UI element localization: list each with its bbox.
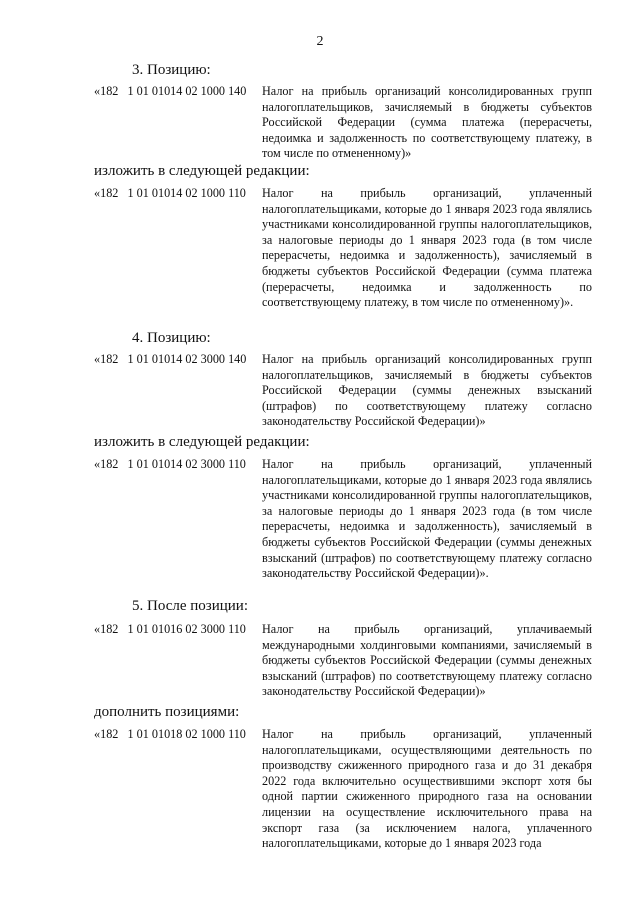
budget-code: «182 1 01 01014 02 3000 110 xyxy=(94,457,246,471)
budget-code: «182 1 01 01014 02 3000 140 xyxy=(94,352,247,366)
budget-description: Налог на прибыль организаций, уплачиваемый международными холдинговыми компаниями, зачисляемый в бюджеты субъектов Российской Федерации (суммы денежных взысканий (штрафов) по соответствующему платежу согласно законодательству Российской Федерации)» xyxy=(262,622,592,699)
section-5-heading: 5. После позиции: xyxy=(132,598,248,614)
section-4-action: изложить в следующей редакции: xyxy=(94,434,310,450)
budget-code: «182 1 01 01014 02 1000 110 xyxy=(94,186,246,200)
section-5-action: дополнить позициями: xyxy=(94,704,240,720)
budget-description: Налог на прибыль организаций консолидированных групп налогоплательщиков, зачисляемый в бюджеты субъектов Российской Федерации (суммы денежных взысканий (штрафов) по соответствующему платежу согласно законодательству Российской Федерации)» xyxy=(262,352,592,429)
page-number: 2 xyxy=(316,34,324,49)
budget-description: Налог на прибыль организаций, уплаченный налогоплательщиками, которые до 1 января 2023 года являлись участниками консолидированной группы налогоплательщиков, за налоговые периоды до 1 января 2023 года (в том числе перерасчеты, недоимка и задолженность), зачисляемый в бюджеты субъектов Российской Федерации (суммы денежных взысканий (штрафов) по соответствующему платежу согласно законодательству Российской Федерации)». xyxy=(262,457,592,581)
section-4-heading: 4. Позицию: xyxy=(132,330,211,346)
budget-code: «182 1 01 01018 02 1000 110 xyxy=(94,727,246,741)
budget-code: «182 1 01 01014 02 1000 140 xyxy=(94,84,247,98)
budget-code: «182 1 01 01016 02 3000 110 xyxy=(94,622,246,636)
budget-description: Налог на прибыль организаций, уплаченный налогоплательщиками, которые до 1 января 2023 года являлись участниками консолидированной группы налогоплательщиков, за налоговые периоды до 1 января 2023 года (в том числе перерасчеты, недоимка и задолженность), зачисляемый в бюджеты субъектов Российской Федерации (сумма платежа (перерасчеты, недоимка и задолженность по соответствующему платежу, в том числе по отмененному)». xyxy=(262,186,592,310)
section-3-action: изложить в следующей редакции: xyxy=(94,163,310,179)
section-3-heading: 3. Позицию: xyxy=(132,62,211,78)
budget-description: Налог на прибыль организаций консолидированных групп налогоплательщиков, зачисляемый в бюджеты субъектов Российской Федерации (сумма платежа (перерасчеты, недоимка и задолженность по соответствующему платежу, в том числе по отмененному)» xyxy=(262,84,592,161)
budget-description: Налог на прибыль организаций, уплаченный налогоплательщиками, осуществляющими деятельность по производству сжиженного природного газа и до 31 декабря 2022 года включительно осуществившими экспорт хотя бы одной партии сжиженного природного газа на основании лицензии на осуществление исключительного права на экспорт газа (за исключением налога, уплаченного налогоплательщиками, которые до 1 января 2023 года xyxy=(262,727,592,851)
